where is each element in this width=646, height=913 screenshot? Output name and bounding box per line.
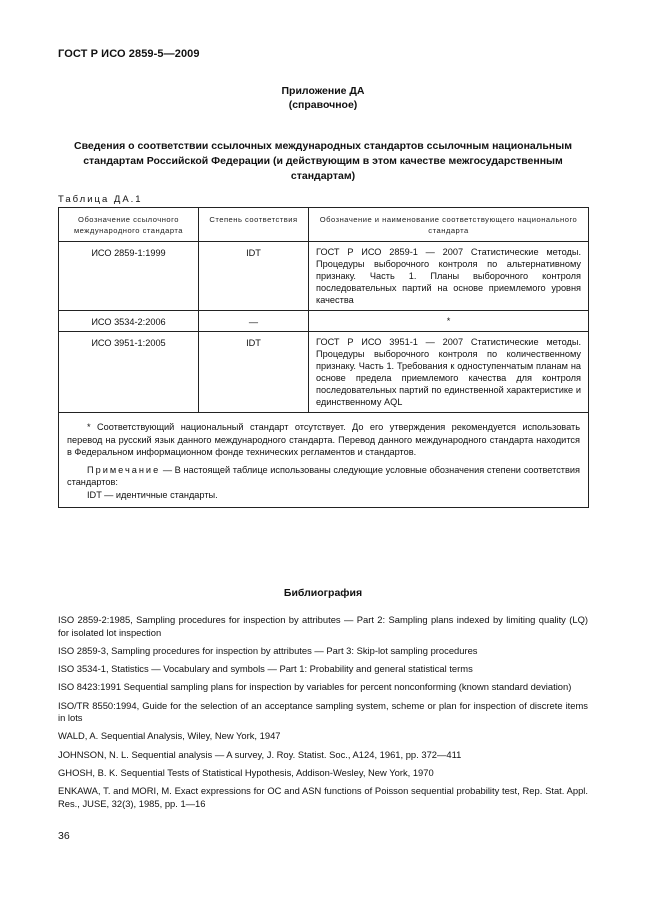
cell-ref: ИСО 2859-1:1999 [59,242,199,311]
cell-national: ГОСТ Р ИСО 2859-1 — 2007 Статистические методы. Процедуры выборочного контроля по альтернативному признаку. Часть 1. Планы выборочного контроля последовательных партий на основе приемлемого уровня качества [309,242,589,311]
cell-ref: ИСО 3534-2:2006 [59,311,199,332]
cell-degree: IDT [199,332,309,413]
bibliography-title: Библиография [283,587,363,599]
cell-degree: IDT [199,242,309,311]
cell-national: ГОСТ Р ИСО 3951-1 — 2007 Статистические методы. Процедуры выборочного контроля по количественному признаку. Часть 1. Требования к одноступенчатым планам на основе предела приемлемого качества для контроля последовательных партий по единственной характеристике и единственному AQL [309,332,589,413]
note-text: — В настоящей таблице использованы следующие условные обозначения степени соответствия стандартов: [67,464,580,487]
table-row [59,242,589,311]
bibliography-entry: ISO 3534-1, Statistics — Vocabulary and symbols — Part 1: Probability and general statistical terms [58,663,473,675]
bibliography-entry: ISO/TR 8550:1994, Guide for the selection of an acceptance sampling system, scheme or plan for inspection of discrete items in lots [58,699,588,724]
document-header: ГОСТ Р ИСО 2859-5—2009 [58,48,200,60]
bibliography-entry: ISO 8423:1991 Sequential sampling plans for inspection by variables for percent nonconforming (known standard deviation) [58,681,572,693]
bibliography-entry: GHOSH, B. K. Sequential Tests of Statistical Hypothesis, Addison-Wesley, New York, 1970 [58,767,434,779]
header-ref-standard: Обозначение ссылочного международного стандарта [59,208,199,242]
bibliography-list [58,614,588,816]
table-header-row [59,208,589,242]
header-degree: Степень соответствия [199,208,309,242]
page-number: 36 [58,830,70,842]
appendix-heading [40,84,606,112]
note-label: Примечание [87,464,161,475]
bibliography-entry: ISO 2859-3, Sampling procedures for inspection by attributes — Part 3: Skip-lot sampling procedures [58,644,478,656]
table-notes-row [59,413,589,508]
bibliography-entry: JOHNSON, N. L. Sequential analysis — A survey, J. Roy. Statist. Soc., A124, 1961, pp. 372—411 [58,748,462,760]
header-national-standard: Обозначение и наименование соответствующего национального стандарта [309,208,589,242]
table-row [59,311,589,332]
cell-ref: ИСО 3951-1:2005 [59,332,199,413]
table-notes [59,413,589,508]
cell-degree: — [199,311,309,332]
appendix-title: Приложение ДА [281,85,365,97]
note [67,464,580,489]
correspondence-table [58,207,589,508]
bibliography-entry: ISO 2859-2:1985, Sampling procedures for inspection by attributes — Part 2: Sampling plans indexed by limiting quality (LQ) for isolated lot inspection [58,614,588,638]
note-idt: IDT — идентичные стандарты. [87,489,218,500]
cell-national: * [309,311,589,332]
bibliography-entry: ENKAWA, T. and MORI, M. Exact expressions for OC and ASN functions of Poisson sequential probability test, Rep. Stat. Appl. Res., JUSE, 32(3), 1985, pp. 1—16 [58,785,588,809]
appendix-subtitle: (справочное) [288,99,358,111]
section-title: Сведения о соответствии ссылочных международных стандартов ссылочным национальным стандартам Российской Федерации (и действующим в этом качестве межгосударственным стандартам) [74,140,572,182]
footnote: * Соответствующий национальный стандарт отсутствует. До его утверждения рекомендуется использовать перевод на русский язык данного международного стандарта. Перевод данного международного стандарта находится в Федеральном информационном фонде технических регламентов и стандартов. [67,422,580,457]
table-label: Таблица ДА.1 [58,194,143,205]
bibliography-entry: WALD, A. Sequential Analysis, Wiley, New York, 1947 [58,730,281,742]
table-row [59,332,589,413]
